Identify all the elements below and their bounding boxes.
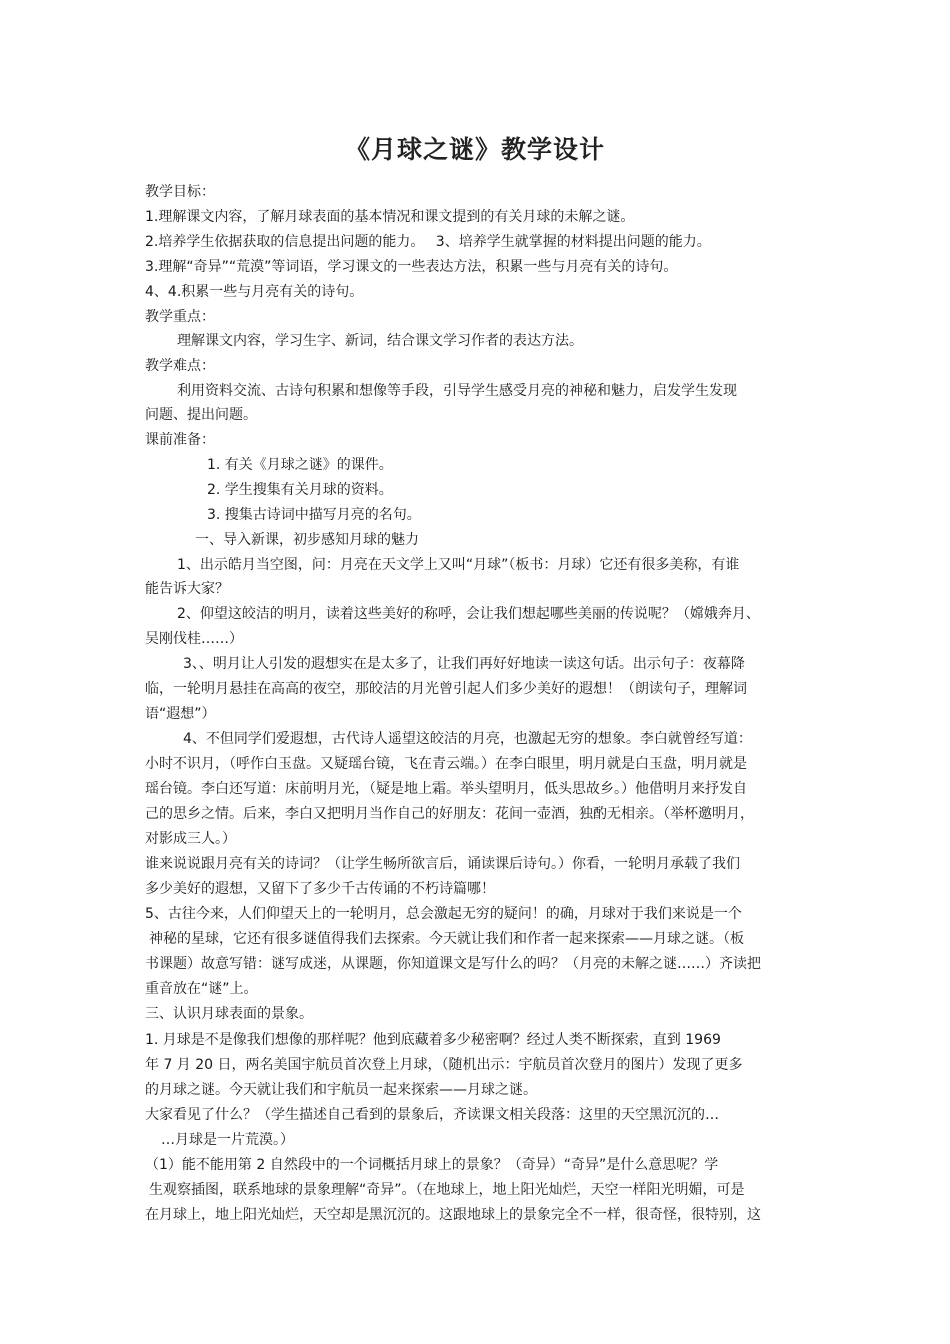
text-line: 1. 月球是不是像我们想像的那样呢？他到底藏着多少秘密啊？经过人类不断探索，直到 1969 bbox=[145, 1032, 721, 1048]
text-line: 瑶台镜。李白还写道：床前明月光，（疑是地上霜。举头望明月，低头思故乡。）他借明月来抒发自 bbox=[145, 781, 747, 797]
text-line: 临，一轮明月悬挂在高高的夜空，那皎洁的月光曾引起人们多少美好的遐想！（朗读句子，理解词 bbox=[145, 681, 747, 697]
text-line: 语“遐想”） bbox=[145, 706, 216, 722]
text-line: 2.培养学生依据获取的信息提出问题的能力。 3、培养学生就掌握的材料提出问题的能力。 bbox=[145, 234, 711, 250]
text-line: 神秘的星球，它还有很多谜值得我们去探索。今天就让我们和作者一起来探索——月球之谜。（板 bbox=[149, 931, 744, 947]
text-line: 1、出示皓月当空图，问：月亮在天文学上又叫“月球”（板书：月球）它还有很多美称，有谁 bbox=[177, 557, 740, 573]
text-line: 多少美好的遐想，又留下了多少千古传诵的不朽诗篇哪！ bbox=[145, 881, 495, 897]
text-line: …月球是一片荒漠。） bbox=[161, 1132, 294, 1148]
text-line: 一、导入新课，初步感知月球的魅力 bbox=[195, 532, 419, 548]
text-line: 书课题）故意写错：谜写成迷，从课题，你知道课文是写什么的吗？（月亮的未解之谜……）齐读把 bbox=[145, 956, 761, 972]
text-line: 教学难点： bbox=[145, 358, 215, 374]
text-line: 4、4.积累一些与月亮有关的诗句。 bbox=[145, 284, 364, 300]
text-line: 2. 学生搜集有关月球的资料。 bbox=[207, 482, 393, 498]
text-line: 5、古往今来，人们仰望天上的一轮明月，总会激起无穷的疑问！的确，月球对于我们来说是一个 bbox=[145, 906, 742, 922]
text-line: 小时不识月，（呼作白玉盘。又疑瑶台镜，飞在青云端。）在李白眼里，明月就是白玉盘，明月就是 bbox=[145, 756, 747, 772]
text-line: 教学重点： bbox=[145, 309, 215, 325]
text-line: 己的思乡之情。后来，李白又把明月当作自己的好朋友：花间一壶酒，独酌无相亲。（举杯邀明月， bbox=[145, 806, 754, 822]
text-line: 课前准备： bbox=[145, 432, 215, 448]
text-line: 1. 有关《月球之谜》的课件。 bbox=[207, 457, 393, 473]
text-line: 问题、提出问题。 bbox=[145, 407, 257, 423]
text-line: 3. 搜集古诗词中描写月亮的名句。 bbox=[207, 507, 421, 523]
text-line: 利用资料交流、古诗句积累和想像等手段，引导学生感受月亮的神秘和魅力，启发学生发现 bbox=[177, 383, 737, 399]
text-line: 大家看见了什么？（学生描述自己看到的景象后，齐读课文相关段落：这里的天空黑沉沉的… bbox=[145, 1107, 719, 1123]
text-line: 能告诉大家？ bbox=[145, 581, 229, 597]
text-line: 吴刚伐桂……） bbox=[145, 631, 243, 647]
page-title: 《月球之谜》教学设计 bbox=[344, 135, 605, 164]
text-line: 2、仰望这皎洁的明月，读着这些美好的称呼，会让我们想起哪些美丽的传说呢？（嫦娥奔月、 bbox=[177, 606, 760, 622]
text-line: 生观察插图，联系地球的景象理解“奇异”。（在地球上，地上阳光灿烂，天空一样阳光明媚，可是 bbox=[149, 1182, 745, 1198]
text-line: 的月球之谜。今天就让我们和宇航员一起来探索——月球之谜。 bbox=[145, 1082, 537, 1098]
text-line: 三、认识月球表面的景象。 bbox=[145, 1006, 313, 1022]
text-line: 重音放在“谜”上。 bbox=[145, 981, 258, 997]
text-line: 谁来说说跟月亮有关的诗词？（让学生畅所欲言后，诵读课后诗句。）你看，一轮明月承载了我们 bbox=[145, 856, 740, 872]
text-line: 年 7 月 20 日，两名美国宇航员首次登上月球，（随机出示：宇航员首次登月的图片）发现了更多 bbox=[145, 1057, 743, 1073]
text-line: 3、、明月让人引发的遐想实在是太多了，让我们再好好地读一读这句话。出示句子：夜幕降 bbox=[183, 656, 745, 672]
text-line: 3.理解“奇异”“荒漠”等词语，学习课文的一些表达方法，积累一些与月亮有关的诗句。 bbox=[145, 259, 678, 275]
text-line: 在月球上，地上阳光灿烂，天空却是黑沉沉的。这跟地球上的景象完全不一样，很奇怪，很特别，这 bbox=[145, 1207, 761, 1223]
text-line: 4、不但同学们爱遐想，古代诗人遥望这皎洁的月亮，也激起无穷的想象。李白就曾经写道： bbox=[183, 731, 752, 747]
text-line: （1）能不能用第 2 自然段中的一个词概括月球上的景象？（奇异）“奇异”是什么意思呢？学 bbox=[145, 1157, 719, 1173]
text-line: 理解课文内容，学习生字、新词，结合课文学习作者的表达方法。 bbox=[177, 333, 583, 349]
text-line: 教学目标： bbox=[145, 184, 215, 200]
text-line: 对影成三人。） bbox=[145, 831, 236, 847]
text-line: 1.理解课文内容，了解月球表面的基本情况和课文提到的有关月球的未解之谜。 bbox=[145, 209, 635, 225]
